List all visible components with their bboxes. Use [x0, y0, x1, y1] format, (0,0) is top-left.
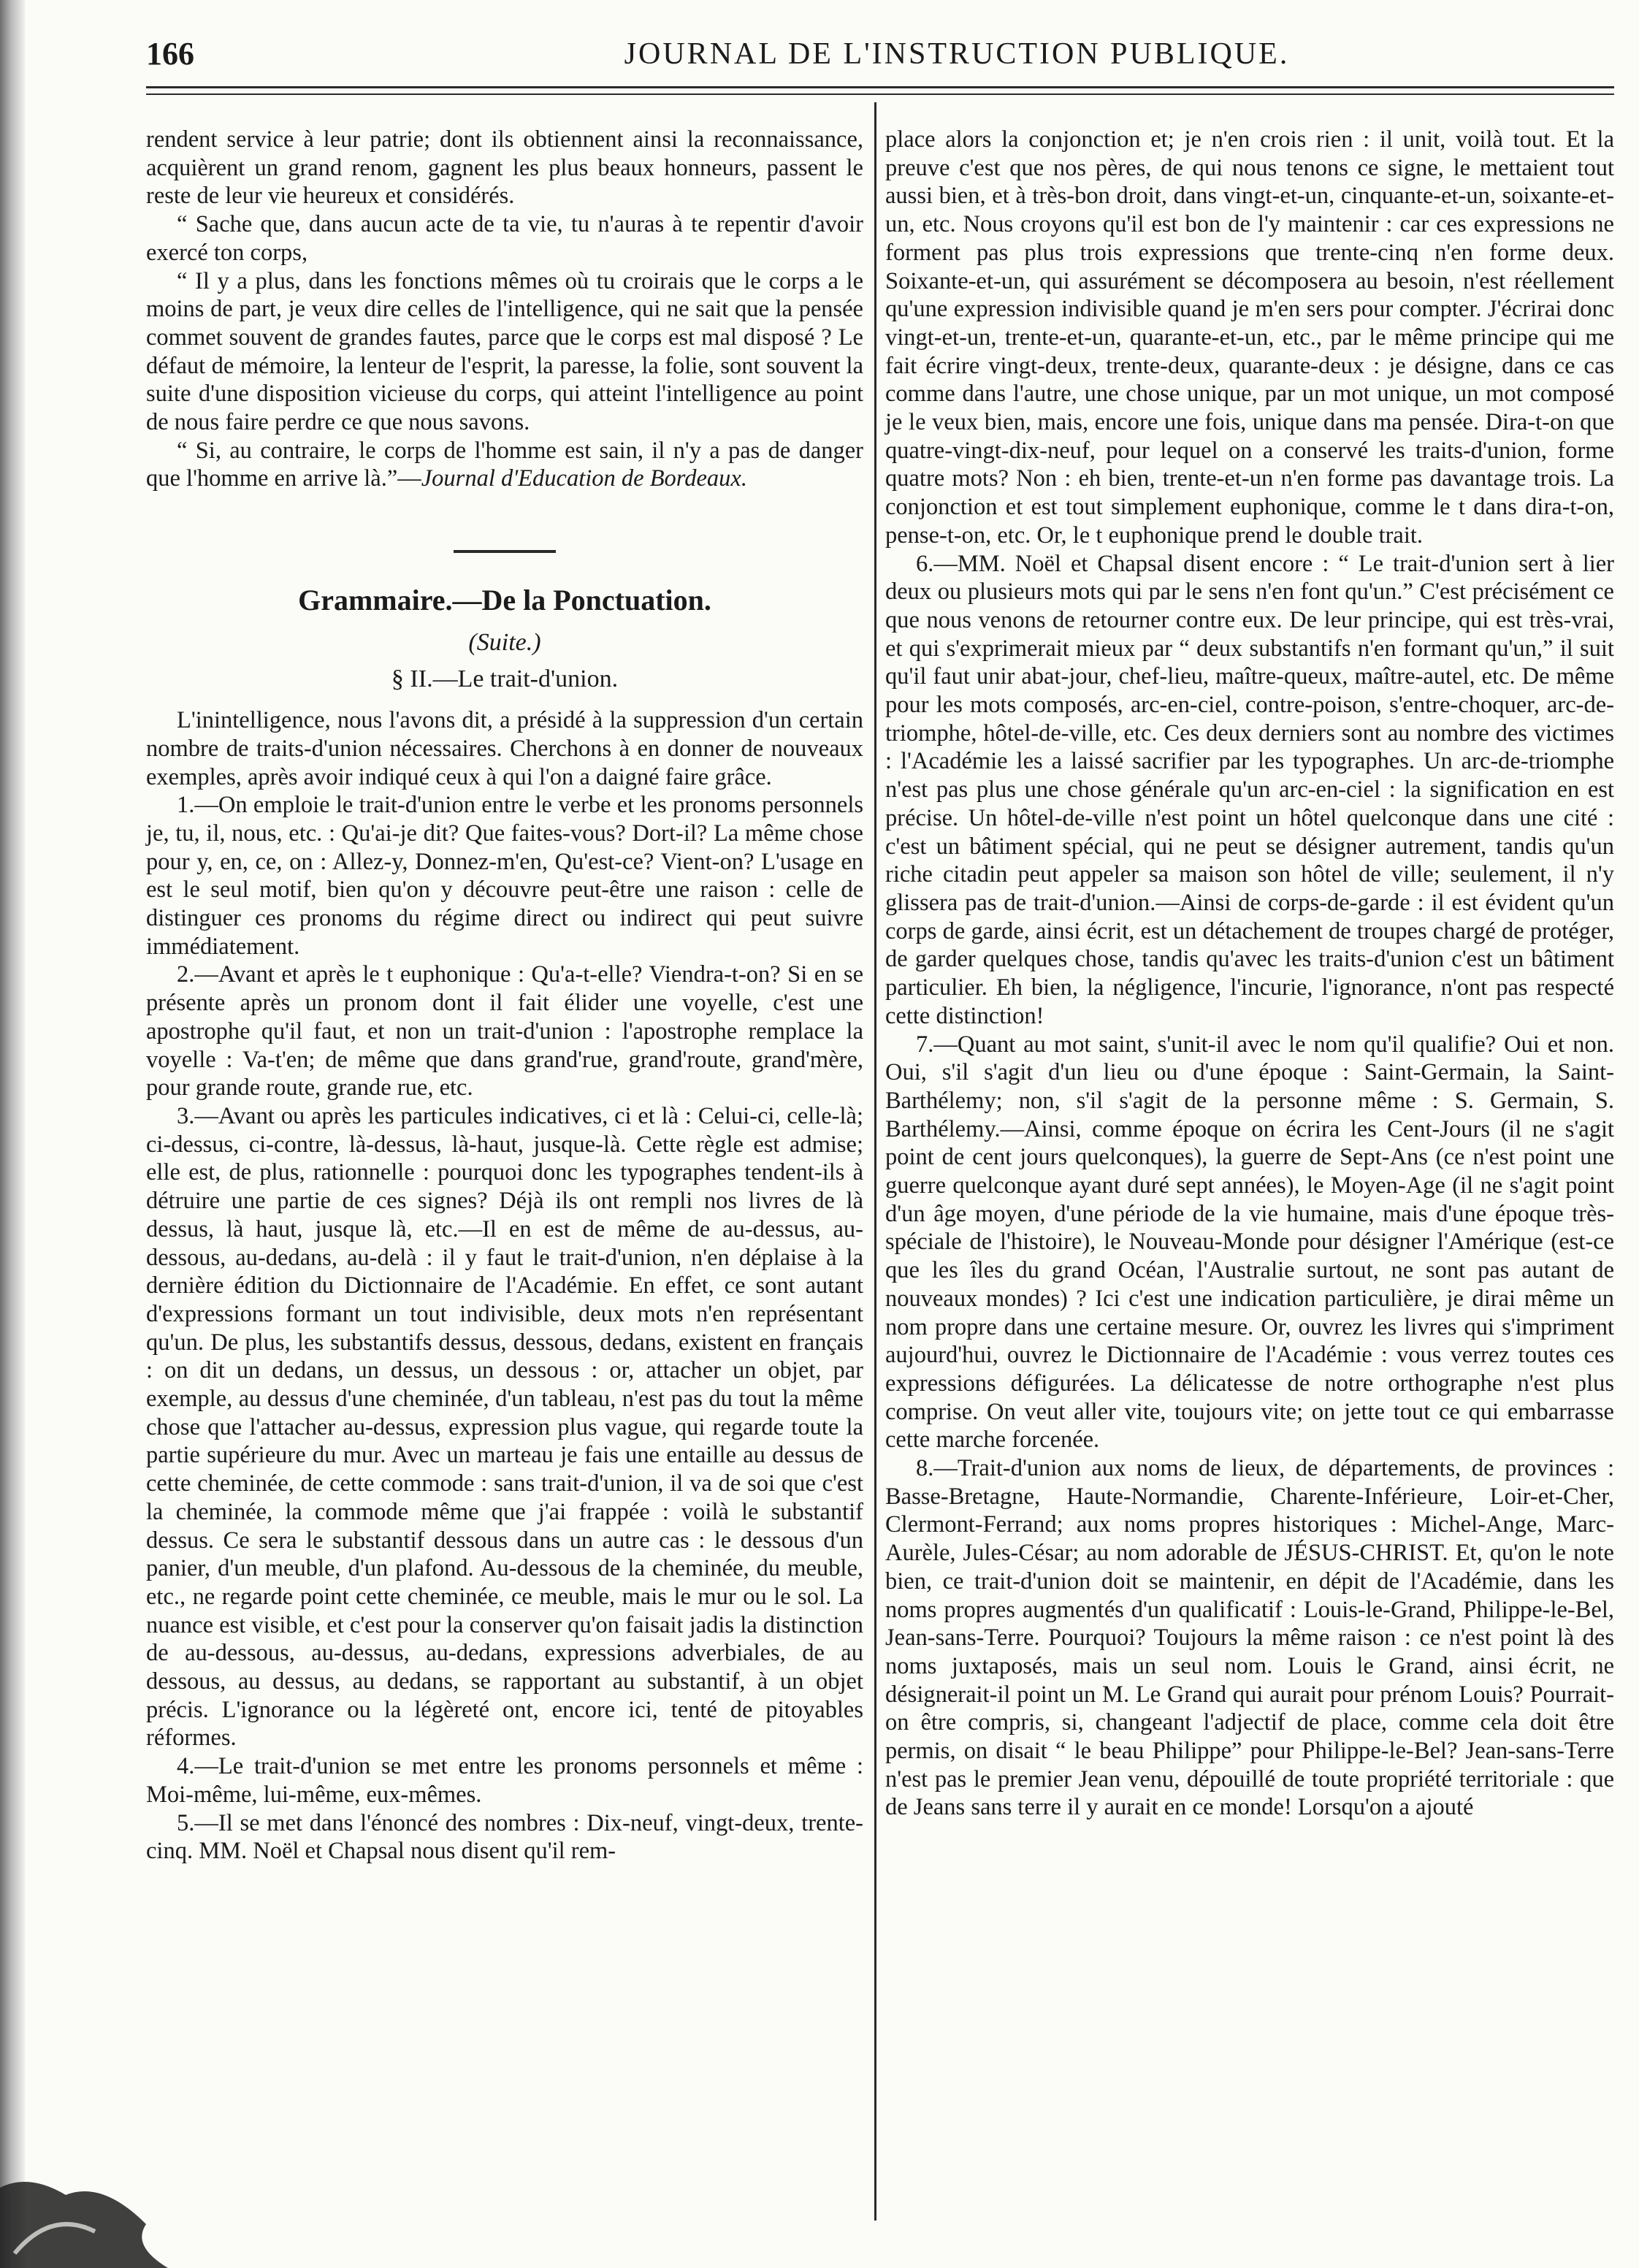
scan-corner-stain: [0, 2144, 168, 2268]
source-attribution: Journal d'Education de Bordeaux.: [421, 465, 747, 492]
article-paragraph: L'inintelligence, nous l'avons dit, a présidé à la suppression d'un certain nombre de traits-d'union nécessaires. Cherchons à en donner de nouveaux exemples, après avoir indiqué ceux à qui l'on a daigné faire grâce.: [146, 707, 863, 790]
left-column: [146, 126, 863, 1866]
right-column: [885, 126, 1614, 1822]
quote-text: “ Si, au contraire, le corps de l'homme est sain, il n'y a pas de danger que l'homme en arrive là.”—: [146, 437, 863, 492]
page-number: 166: [146, 36, 194, 72]
article-paragraph: 7.—Quant au mot saint, s'unit-il avec le nom qu'il qualifie? Oui et non. Oui, s'il s'agit d'un lieu ou d'une époque : Saint-Germain, la Saint-Barthélemy; non, s'il s'agit de la personne même : S. Germain, S. Barthélemy.—Ainsi, comme époque on écrira les Cent-Jours (il ne s'agit point de cent jours quelconques), la guerre de Sept-Ans (ce n'est point une guerre quelconque ayant duré sept années), le Moyen-Age (il ne s'agit point d'un âge moyen, d'une période de la vie humaine, mais d'une époque très-spéciale de l'histoire), le Nouveau-Monde pour désigner l'Amérique (est-ce que les îles du grand Océan, l'Australie surtout, ne sont pas autant de nouveaux mondes) ? Ici c'est une indication particulière, je dirai même un nom propre dans une certaine mesure. Or, ouvrez les livres qui s'impriment aujourd'hui, ouvrez le Dictionnaire de l'Académie : vous verrez toutes ces expressions défigurées. La délicatesse de notre orthographe n'est plus comprise. On veut aller vite, toujours vite; on jette tout ce qui embarrasse cette marche forcenée.: [885, 1031, 1614, 1454]
section-heading: Grammaire.—De la Ponctuation.: [298, 584, 711, 617]
article-paragraph: “ Sache que, dans aucun acte de ta vie, tu n'auras à te repentir d'avoir exercé ton corps,: [146, 211, 863, 266]
article-paragraph: 2.—Avant et après le t euphonique : Qu'a-t-elle? Viendra-t-on? Si en se présente après un pronom dont il fait élider une voyelle, c'est une apostrophe qu'il faut, et non un trait-d'union : l'apostrophe remplace la voyelle : Va-t'en; de même que dans grand'rue, grand'route, grand'mère, pour grande route, grande rue, etc.: [146, 961, 863, 1101]
article-paragraph: 4.—Le trait-d'union se met entre les pronoms personnels et même : Moi-même, lui-même, eux-mêmes.: [146, 1753, 863, 1808]
section-continued-label: (Suite.): [468, 629, 541, 657]
header-rule-bottom: [146, 93, 1614, 95]
article-paragraph: “ Il y a plus, dans les fonctions mêmes où tu croirais que le corps a le moins de part, je veux dire celles de l'intelligence, qui ne sait que la pensée commet souvent de grandes fautes, parce que le corps est mal disposé ? Le défaut de mémoire, la lenteur de l'esprit, la paresse, la folie, sont souvent la suite d'une disposition vicieuse du corps, qui atteint l'intelligence au point de nous faire perdre ce que nous savons.: [146, 267, 863, 436]
article-paragraph: 8.—Trait-d'union aux noms de lieux, de départements, de provinces : Basse-Bretagne, Haute-Normandie, Charente-Inférieure, Loir-et-Cher, Clermont-Ferrand; aux noms propres historiques : Michel-Ange, Marc-Aurèle, Jules-César; au nom adorable de JÉSUS-CHRIST. Et, qu'on le note bien, ce trait-d'union doit se maintenir, en dépit de l'Académie, dans les noms propres augmentés d'un qualificatif : Louis-le-Grand, Philippe-le-Bel, Jean-sans-Terre. Pourquoi? Toujours la même raison : ce n'est point là des noms juxtaposés, mais un seul nom. Louis le Grand, ainsi écrit, ne désignerait-il point un M. Le Grand qui aurait pour prénom Louis? Pourrait-on être compris, si, changeant l'adjectif de place, comme cela doit être permis, on disait “ le beau Philippe” pour Philippe-le-Bel? Jean-sans-Terre n'est pas le premier Jean venu, dépouillé de toute propriété territoriale : que de Jeans sans terre il y aurait en ce monde! Lorsqu'on a ajouté: [885, 1455, 1614, 1821]
column-divider: [874, 102, 876, 2221]
article-paragraph: 5.—Il se met dans l'énoncé des nombres : Dix-neuf, vingt-deux, trente-cinq. MM. Noël et Chapsal nous disent qu'il rem-: [146, 1809, 863, 1865]
section-paragraph-title: § II.—Le trait-d'union.: [391, 665, 619, 693]
article-paragraph: 3.—Avant ou après les particules indicatives, ci et là : Celui-ci, celle-là; ci-dessus, ci-contre, là-dessus, là-haut, jusque-là. Cette règle est admise; elle est, de plus, rationnelle : pourquoi donc les typographes tendent-ils à détruire une partie de ces signes? Déjà ils ont rempli nos livres de là dessus, là haut, jusque là, etc.—Il en est de même de au-dessus, au-dessous, au-dedans, au-delà : il y faut le trait-d'union, n'en déplaise à la dernière édition du Dictionnaire de l'Académie. En effet, ce sont autant d'expressions formant un tout indivisible, deux mots n'en représentant qu'un. De plus, les substantifs dessus, dessous, dedans, existent en français : on dit un dedans, un dessus, un dessous : or, attacher un objet, par exemple, au dessus d'une cheminée, d'un tableau, n'est pas du tout la même chose que l'attacher au-dessus, expression plus vague, qui regarde toute la partie supérieure du mur. Avec un marteau je fais une entaille au dessus de cette cheminée, de cette commode : sans trait-d'union, il va de soi que c'est la cheminée, la commode même que j'ai frappée : voilà le substantif dessus. Ce sera le substantif dessous dans un autre cas : le dessous d'un panier, d'un meuble, d'un plafond. Au-dessous de la cheminée, du meuble, etc., ne regarde point cette cheminée, ce meuble, mais le mur ou le sol. La nuance est visible, et c'est pour la conserver qu'on faisait jadis la distinction de au-dessous, au-dessus, au-dedans, expressions adverbiales, de au dessous, au dessus, au dedans, se rapportant au substantif, à un objet précis. L'ignorance ou la légèreté ont, encore ici, tenté de pitoyables réformes.: [146, 1102, 863, 1752]
article-paragraph: 1.—On emploie le trait-d'union entre le verbe et les pronoms personnels je, tu, il, nous, etc. : Qu'ai-je dit? Que faites-vous? Dort-il? La même chose pour y, en, ce, on : Allez-y, Donnez-m'en, Qu'est-ce? Vient-on? L'usage en est le seul motif, bien qu'on y découvre peut-être une raison : celle de distinguer ces pronoms du régime direct ou indirect qui peut suivre immédiatement.: [146, 792, 863, 960]
scan-edge-shadow: [0, 0, 25, 2268]
header-rule-top: [146, 86, 1614, 88]
section-divider-rule: [454, 550, 556, 553]
running-title: JOURNAL DE L'INSTRUCTION PUBLIQUE.: [624, 37, 1290, 71]
article-paragraph: 6.—MM. Noël et Chapsal disent encore : “ Le trait-d'union sert à lier deux ou plusieurs mots qui par le sens n'en font qu'un.” C'est précisément ce que nous venons de retourner contre eux. De leur principe, qui est très-vrai, et qui s'exprimerait mieux par “ deux substantifs n'en formant qu'un,” il suit qu'il faut unir abat-jour, chef-lieu, maître-queux, maître-autel, etc. De même pour les mots composés, arc-en-ciel, contre-poison, s'entre-choquer, arc-de-triomphe, hôtel-de-ville, etc. Ces deux derniers sont au nombre des victimes : l'Académie les a laissé sacrifier par les typographes. Un arc-de-triomphe n'est pas plus une chose générale qu'un arc-en-ciel : la signification en est précise. Un hôtel-de-ville n'est point un hôtel quelconque dans une cité : c'est un bâtiment spécial, qui ne peut se désigner autrement, tandis qu'un riche citadin peut appeler sa maison son hôtel de ville; seulement, il n'y glissera pas de trait-d'union.—Ainsi de corps-de-garde : il est évident qu'un corps de garde, ainsi écrit, est un détachement de troupes chargé de protéger, de garder quelques chose, tandis qu'avec les traits-d'union c'est un bâtiment particulier. Eh bien, la négligence, l'incurie, l'ignorance, n'ont pas respecté cette distinction!: [885, 550, 1614, 1029]
article-paragraph: rendent service à leur patrie; dont ils obtiennent ainsi la reconnaissance, acquièrent un grand renom, gagnent les plus beaux honneurs, passent le reste de leur vie heureux et considérés.: [146, 126, 863, 210]
page-header: [146, 29, 1614, 73]
article-paragraph-with-attribution: [146, 437, 863, 493]
article-paragraph: place alors la conjonction et; je n'en crois rien : il unit, voilà tout. Et la preuve c'est que nos pères, de qui nous tenons ce signe, le mettaient tout aussi bien, et à très-bon droit, dans vingt-et-un, cinquante-et-un, soixante-et-un, etc. Nous croyons qu'il est bon de l'y maintenir : car ces expressions ne forment pas plus trois expressions que trente-cinq n'en forme deux. Soixante-et-un, qui assurément se décomposera au besoin, n'est réellement qu'une expression indivisible quand je m'en sers pour compter. J'écrirai donc vingt-et-un, trente-et-un, quarante-et-un, etc., par le même principe qui me fait écrire vingt-deux, trente-deux, quarante-deux : je désigne, dans ce cas comme dans l'autre, une chose unique, par un mot unique, un mot composé je le veux bien, mais, encore une fois, unique dans ma pensée. Dira-t-on que quatre-vingt-dix-neuf, pour lequel on a conservé les traits-d'union, forme quatre mots? Non : eh bien, trente-et-un n'en forme pas davantage trois. La conjonction et est tout simplement euphonique, comme le t dans dira-t-on, pense-t-on, etc. Or, le t euphonique prend le double trait.: [885, 126, 1614, 549]
